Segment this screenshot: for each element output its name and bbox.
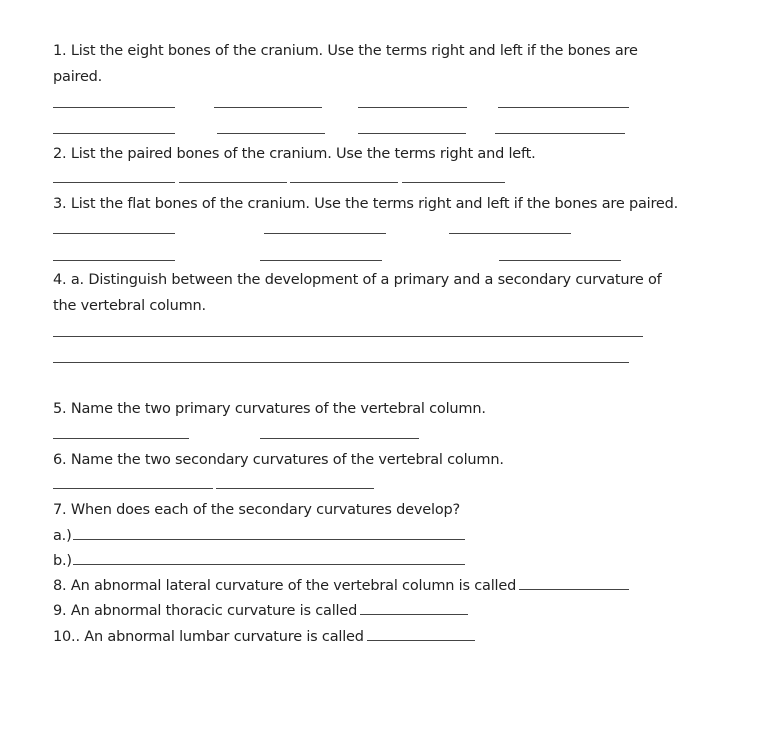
answer-blank-10[interactable]: [367, 640, 475, 641]
answer-blank-3-1[interactable]: [53, 233, 175, 234]
answer-blank-6-1[interactable]: [53, 488, 213, 489]
answer-blank-5-1[interactable]: [53, 438, 189, 439]
question-5-text: 5. Name the two primary curvatures of the vertebral column.: [53, 401, 486, 417]
question-10-text: 10.. An abnormal lumbar curvature is called: [53, 629, 364, 645]
answer-blank-2-4[interactable]: [402, 182, 505, 183]
answer-blank-1-4[interactable]: [498, 107, 629, 108]
answer-blank-2-2[interactable]: [179, 182, 287, 183]
answer-blank-3-2[interactable]: [264, 233, 386, 234]
answer-blank-1-6[interactable]: [217, 133, 325, 134]
answer-blank-1-5[interactable]: [53, 133, 175, 134]
question-10-row: [53, 628, 475, 646]
answer-blank-4-2[interactable]: [53, 362, 629, 363]
answer-blank-3-4[interactable]: [53, 260, 175, 261]
answer-blank-1-8[interactable]: [495, 133, 625, 134]
answer-blank-9[interactable]: [360, 614, 468, 615]
answer-blank-7a[interactable]: [73, 539, 465, 540]
answer-blank-2-1[interactable]: [53, 182, 175, 183]
question-9-row: [53, 602, 468, 620]
question-8-text: 8. An abnormal lateral curvature of the vertebral column is called: [53, 578, 517, 594]
question-7b-row: [53, 552, 465, 570]
question-2-text: 2. List the paired bones of the cranium. Use the terms right and left.: [53, 146, 536, 162]
question-7b-label: b.): [53, 553, 72, 569]
answer-blank-1-1[interactable]: [53, 107, 175, 108]
question-1-text-cont: paired.: [53, 69, 103, 85]
question-1-text: 1. List the eight bones of the cranium. Use the terms right and left if the bones are: [53, 43, 638, 59]
answer-blank-1-7[interactable]: [358, 133, 466, 134]
answer-blank-1-2[interactable]: [214, 107, 322, 108]
question-7a-row: [53, 527, 465, 545]
question-4-text: 4. a. Distinguish between the development of a primary and a secondary curvature of: [53, 272, 662, 288]
answer-blank-3-6[interactable]: [499, 260, 621, 261]
question-4-text-cont: the vertebral column.: [53, 298, 206, 314]
answer-blank-8[interactable]: [519, 589, 629, 590]
answer-blank-3-5[interactable]: [260, 260, 382, 261]
answer-blank-2-3[interactable]: [290, 182, 398, 183]
answer-blank-3-3[interactable]: [449, 233, 571, 234]
answer-blank-5-2[interactable]: [260, 438, 419, 439]
answer-blank-1-3[interactable]: [358, 107, 467, 108]
answer-blank-4-1[interactable]: [53, 336, 643, 337]
question-7-text: 7. When does each of the secondary curvatures develop?: [53, 502, 460, 518]
question-7a-label: a.): [53, 528, 72, 544]
question-9-text: 9. An abnormal thoracic curvature is called: [53, 603, 358, 619]
question-6-text: 6. Name the two secondary curvatures of the vertebral column.: [53, 452, 504, 468]
answer-blank-6-2[interactable]: [216, 488, 374, 489]
answer-blank-7b[interactable]: [73, 564, 465, 565]
question-8-row: [53, 577, 629, 595]
question-3-text: 3. List the flat bones of the cranium. Use the terms right and left if the bones are paired.: [53, 196, 679, 212]
